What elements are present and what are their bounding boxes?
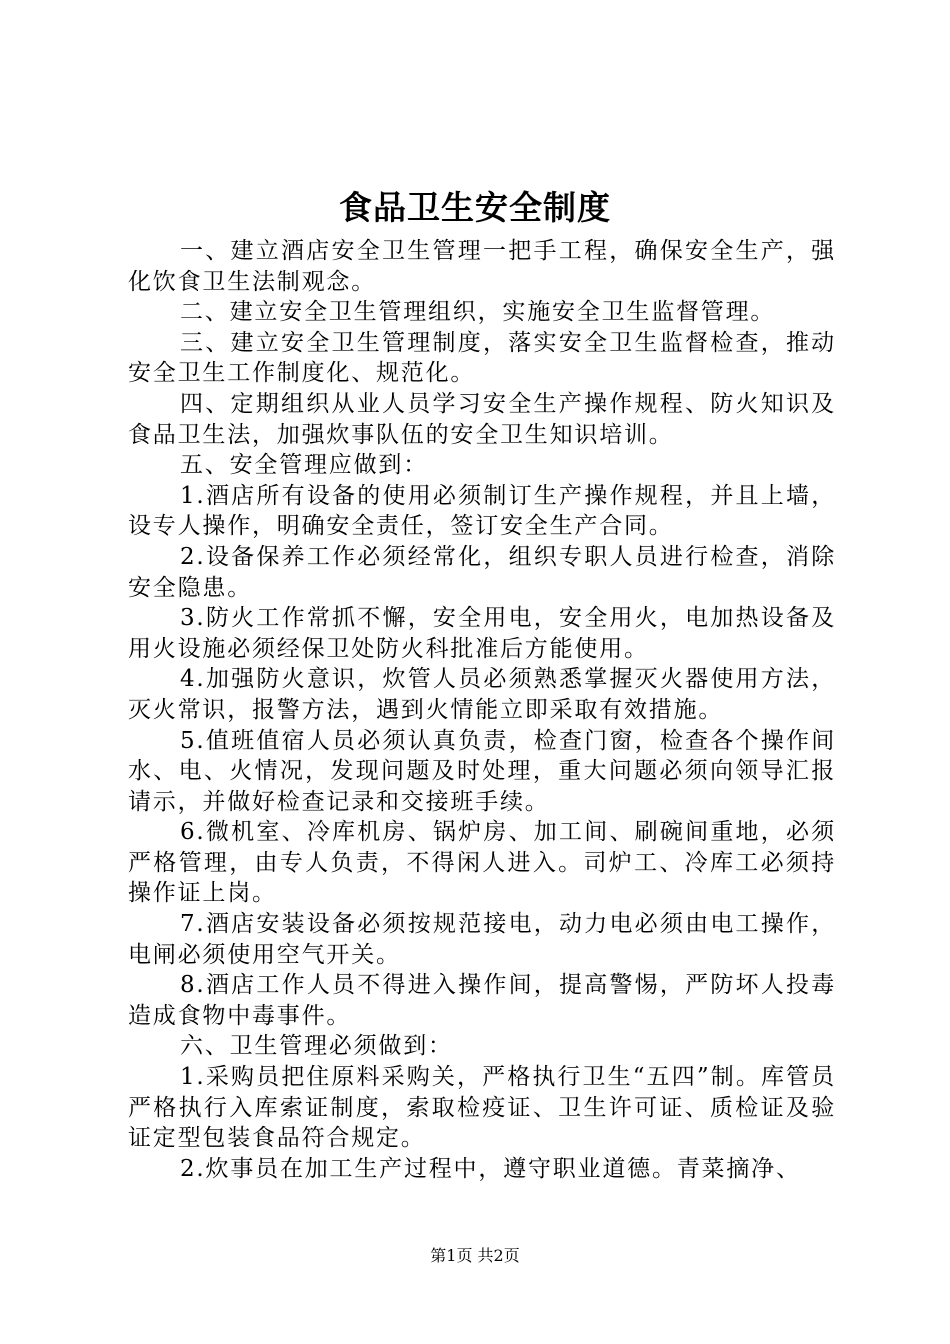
paragraph: 6.微机室、冷库机房、锅炉房、加工间、刷碗间重地，必须严格管理，由专人负责，不得闲人进入。司炉工、冷库工必须持操作证上岗。 <box>128 819 836 907</box>
paragraph: 四、定期组织从业人员学习安全生产操作规程、防火知识及食品卫生法，加强炊事队伍的安全卫生知识培训。 <box>128 390 836 448</box>
paragraph: 3.防火工作常抓不懈，安全用电，安全用火，电加热设备及用火设施必须经保卫处防火科批准后方能使用。 <box>128 605 836 662</box>
paragraph: 三、建立安全卫生管理制度，落实安全卫生监督检查，推动安全卫生工作制度化、规范化。 <box>128 329 836 387</box>
paragraph: 五、安全管理应做到： <box>180 452 428 479</box>
paragraph: 2.设备保养工作必须经常化，组织专职人员进行检查，消除安全隐患。 <box>128 543 836 601</box>
document-title: 食品卫生安全制度 <box>339 188 611 227</box>
paragraph: 2.炊事员在加工生产过程中，遵守职业道德。青菜摘净、 <box>180 1155 801 1182</box>
paragraph: 1.酒店所有设备的使用必须制订生产操作规程，并且上墙，设专人操作，明确安全责任，签订安全生产合同。 <box>128 482 836 540</box>
paragraph: 六、卫生管理必须做到： <box>180 1033 453 1060</box>
paragraph: 8.酒店工作人员不得进入操作间，提高警惕，严防坏人投毒造成食物中毒事件。 <box>128 972 836 1029</box>
paragraph: 4.加强防火意识，炊管人员必须熟悉掌握灭火器使用方法，灭火常识，报警方法，遇到火情能立即采取有效措施。 <box>128 666 836 723</box>
document-body <box>128 236 836 1184</box>
paragraph: 二、建立安全卫生管理组织，实施安全卫生监督管理。 <box>180 299 776 326</box>
paragraph: 一、建立酒店安全卫生管理一把手工程，确保安全生产，强化饮食卫生法制观念。 <box>128 238 836 295</box>
paragraph: 7.酒店安装设备必须按规范接电，动力电必须由电工操作，电闸必须使用空气开关。 <box>128 911 836 968</box>
paragraph: 5.值班值宿人员必须认真负责，检查门窗，检查各个操作间水、电、火情况，发现问题及时处理，重大问题必须向领导汇报请示，并做好检查记录和交接班手续。 <box>128 727 836 815</box>
paragraph: 1.采购员把住原料采购关，严格执行卫生“五四”制。库管员严格执行入库索证制度，索取检疫证、卫生许可证、质检证及验证定型包装食品符合规定。 <box>128 1064 836 1152</box>
page-number-footer: 第1页 共2页 <box>430 1246 520 1265</box>
